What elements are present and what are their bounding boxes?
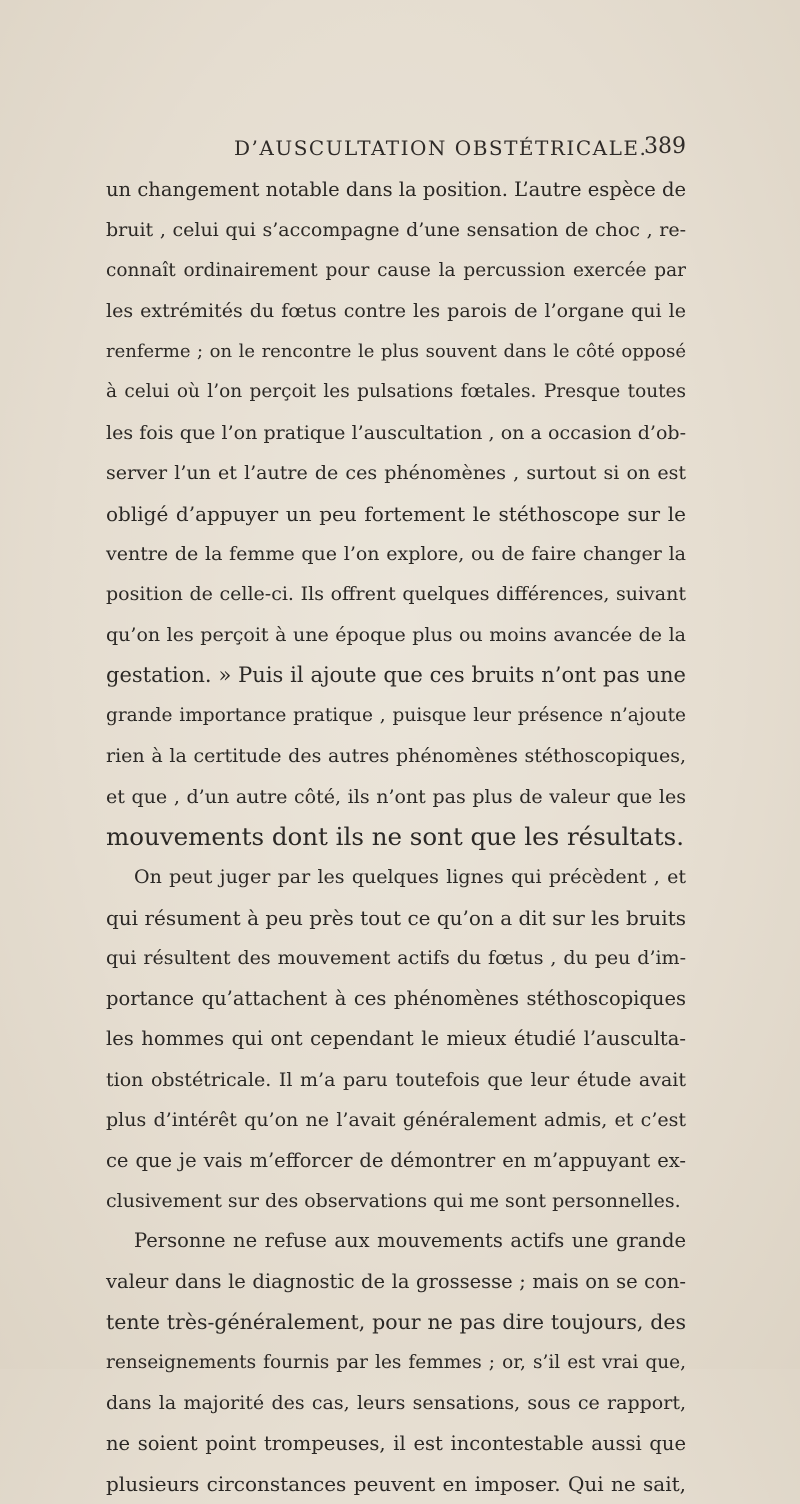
text-line: ventre de la femme que l’on explore, ou de faire changer la [106, 542, 686, 565]
text-line: à celui où l’on perçoit les pulsations fœtales. Presque toutes [106, 381, 686, 403]
text-line: renferme ; on le rencontre le plus souvent dans le côté opposé [106, 340, 686, 362]
text-line: les hommes qui ont cependant le mieux étudié l’ausculta- [106, 1027, 686, 1051]
running-title: D’AUSCULTATION OBSTÉTRICALE. [234, 136, 648, 160]
text-line: qui résultent des mouvement actifs du fœtus , du peu d’im- [106, 947, 686, 970]
text-line: les fois que l’on pratique l’auscultation , on a occasion d’ob- [106, 421, 686, 444]
text-line: tion obstétricale. Il m’a paru toutefois que leur étude avait [106, 1068, 686, 1091]
text-line: les extrémités du fœtus contre les parois de l’organe qui le [106, 300, 686, 323]
text-line: rien à la certitude des autres phénomènes stéthoscopiques, [106, 745, 686, 768]
text-line: position de celle-ci. Ils offrent quelques différences, suivant [106, 583, 686, 606]
text-line: bruit , celui qui s’accompagne d’une sensation de choc , re- [106, 219, 686, 242]
text-line: clusivement sur des observations qui me sont personnelles. [106, 1189, 681, 1212]
text-line: mouvements dont ils ne sont que les résultats. [106, 822, 684, 851]
text-line: portance qu’attachent à ces phénomènes stéthoscopiques [106, 986, 686, 1010]
text-line: renseignements fournis par les femmes ; or, s’il est vrai que, [106, 1351, 686, 1373]
text-line: un changement notable dans la position. L’autre espèce de [106, 178, 686, 201]
text-line: qui résument à peu près tout ce qu’on a dit sur les bruits [106, 905, 686, 930]
text-line: tente très-généralement, pour ne pas dire toujours, des [106, 1310, 686, 1335]
body-text [106, 170, 686, 1504]
text-line: Personne ne refuse aux mouvements actifs une grande [134, 1229, 686, 1253]
text-line: valeur dans le diagnostic de la grossesse ; mais on se con- [106, 1269, 686, 1293]
text-line: plusieurs circonstances peuvent en imposer. Qui ne sait, [106, 1472, 686, 1496]
text-line: On peut juger par les quelques lignes qui précèdent , et [134, 866, 686, 889]
text-line: dans la majorité des cas, leurs sensations, sous ce rapport, [106, 1392, 686, 1415]
text-line: et que , d’un autre côté, ils n’ont pas plus de valeur que les [106, 785, 686, 808]
text-line: obligé d’appuyer un peu fortement le stéthoscope sur le [106, 501, 686, 526]
page-number: 389 [644, 134, 686, 159]
page-header [106, 136, 686, 170]
text-line: plus d’intérêt qu’on ne l’avait généralement admis, et c’est [106, 1109, 686, 1132]
text-line: ce que je vais m’efforcer de démontrer en m’appuyant ex- [106, 1148, 686, 1172]
text-line: gestation. » Puis il ajoute que ces bruits n’ont pas une [106, 663, 686, 688]
text-line: ne soient point trompeuses, il est incontestable aussi que [106, 1431, 686, 1455]
text-line: grande importance pratique , puisque leur présence n’ajoute [106, 704, 686, 726]
text-line: qu’on les perçoit à une époque plus ou moins avancée de la [106, 623, 686, 646]
text-line: server l’un et l’autre de ces phénomènes , surtout si on est [106, 462, 686, 485]
text-line: connaît ordinairement pour cause la percussion exercée par [106, 259, 686, 281]
